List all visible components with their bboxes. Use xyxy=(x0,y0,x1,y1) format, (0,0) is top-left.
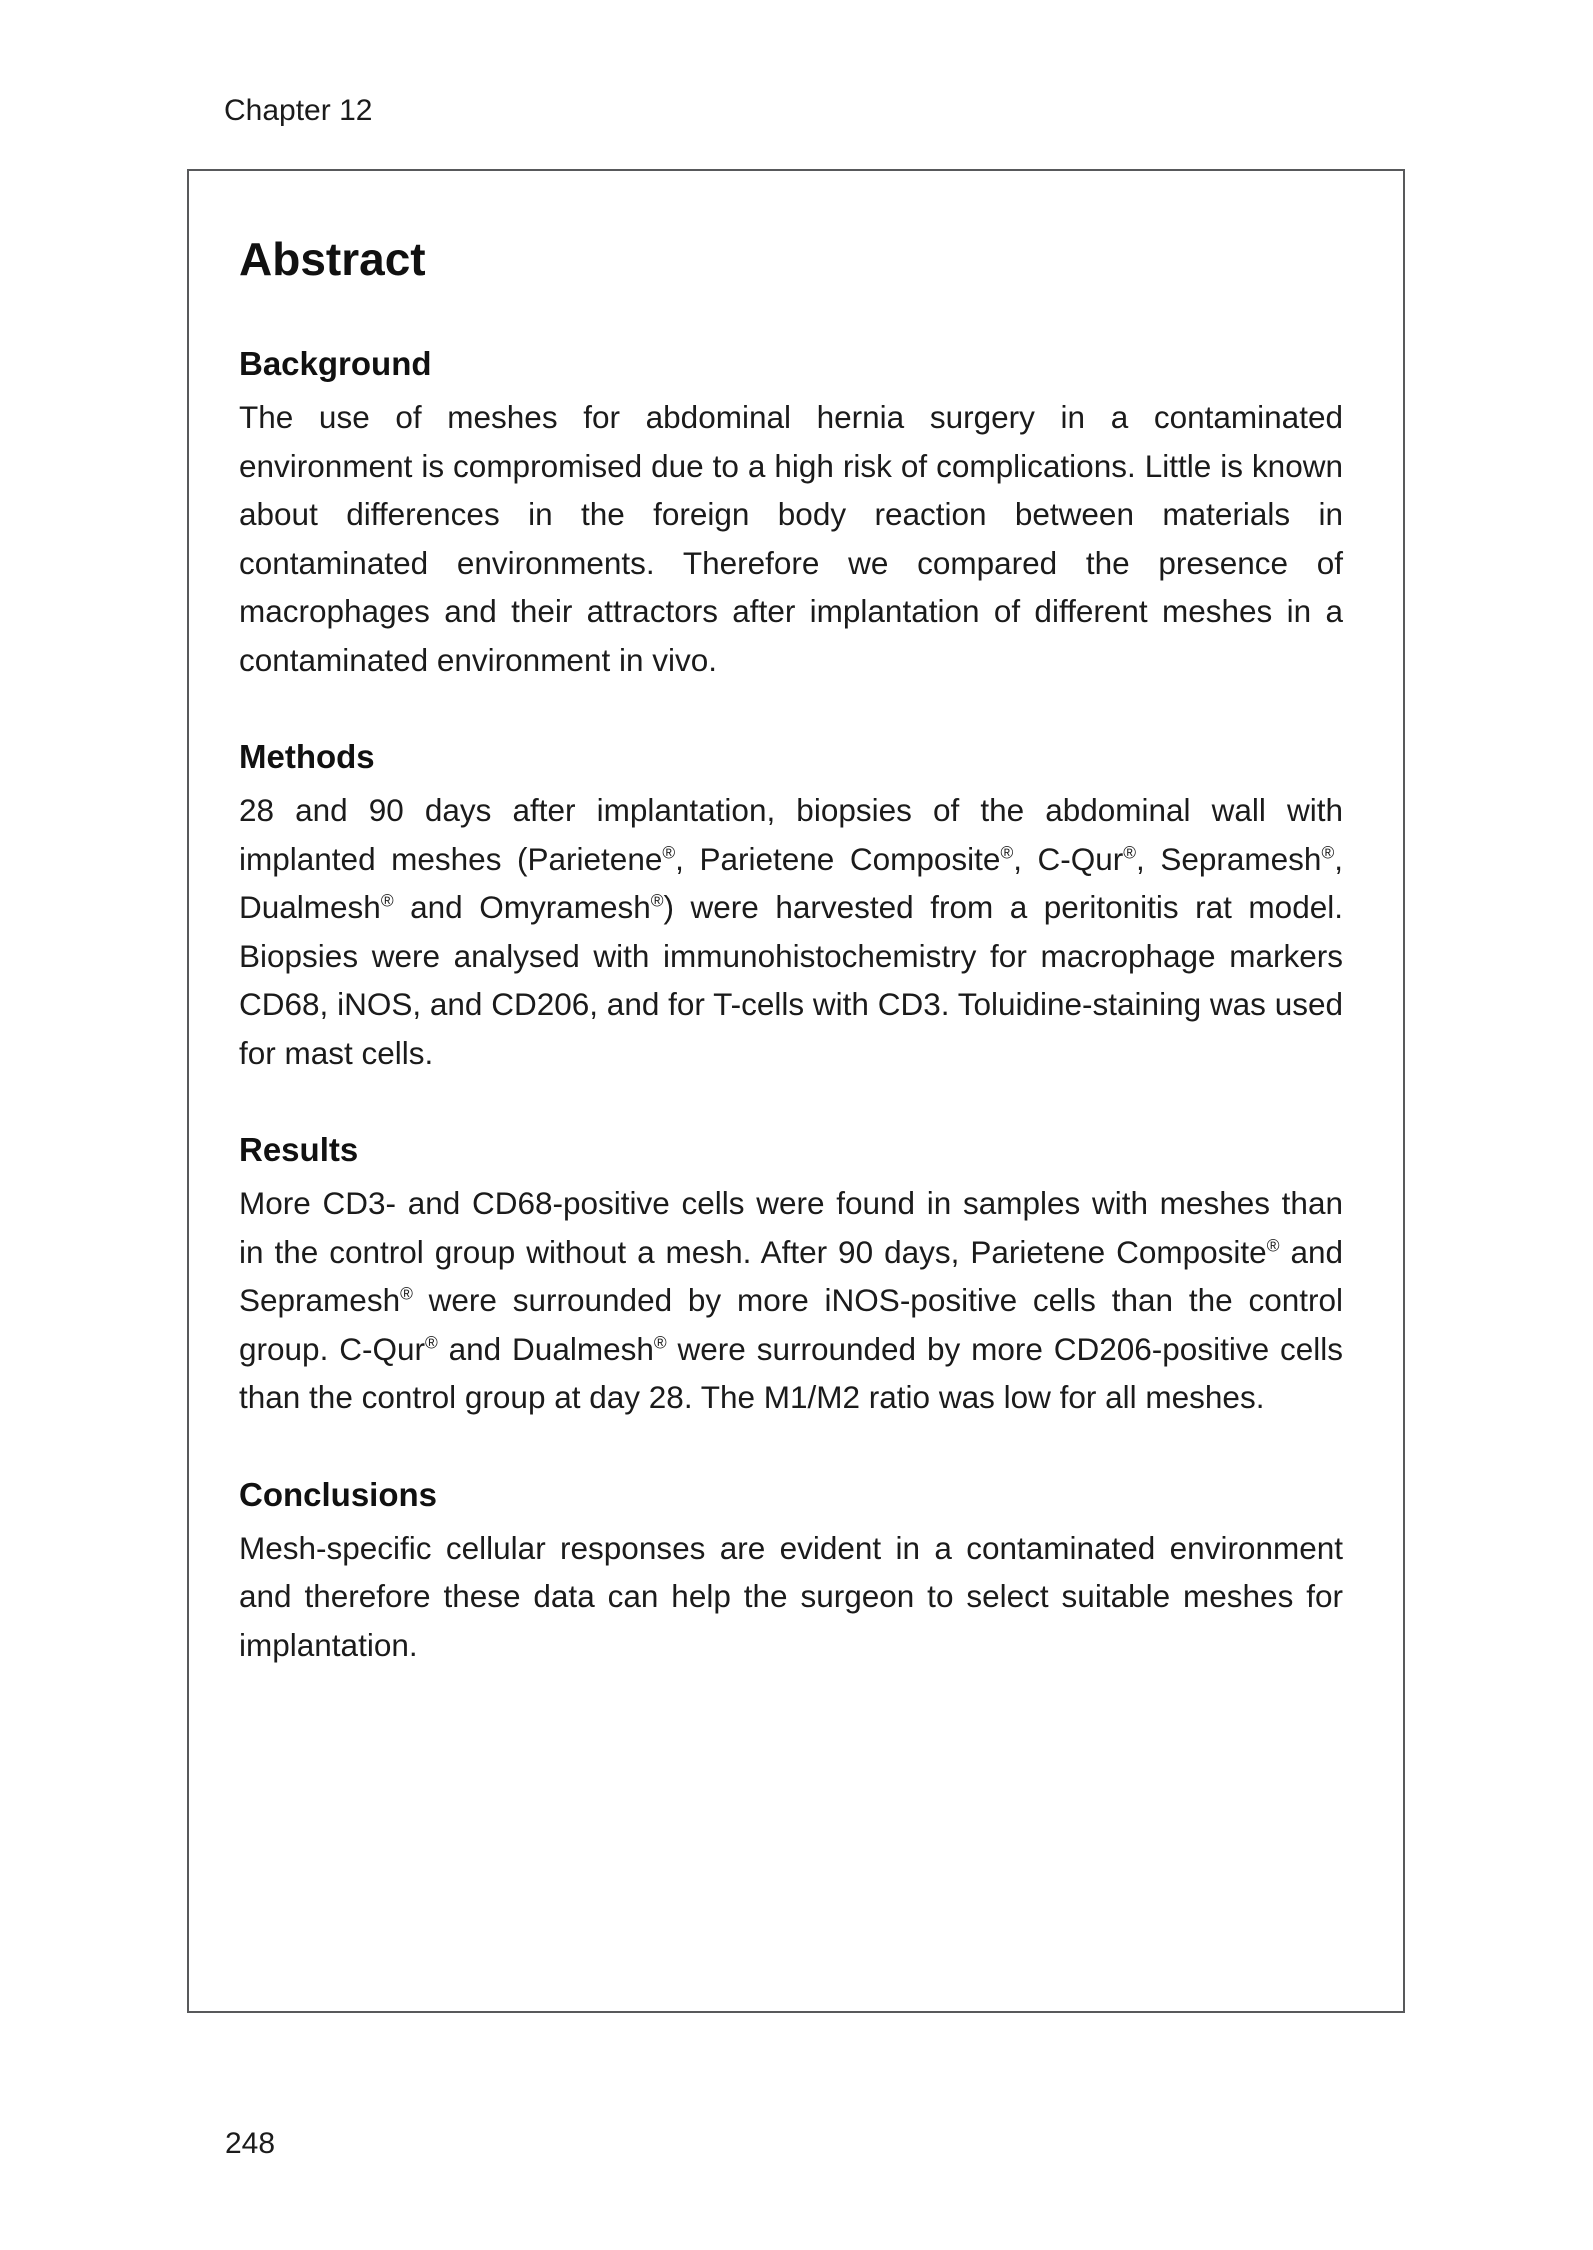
page-number: 248 xyxy=(225,2127,276,2160)
section-body-conclusions: Mesh-specific cellular responses are evident in a contaminated environment and therefore these data can help the surgeon to select suitable meshes for implantation. xyxy=(239,1529,1343,1663)
abstract-title: Abstract xyxy=(239,233,426,285)
section-body-background: The use of meshes for abdominal hernia surgery in a contaminated environment is compromised due to a high risk of complications. Little is known about differences in the foreign body reaction between materials in contaminated environments. Therefore we compared the presence of macrophages and their attractors after implantation of different meshes in a contaminated environment in vivo. xyxy=(239,399,1343,678)
section-heading-methods: Methods xyxy=(239,738,375,775)
abstract-box xyxy=(187,169,1405,2013)
section-results xyxy=(239,1127,1343,1422)
section-heading-background: Background xyxy=(239,345,432,382)
chapter-running-header: Chapter 12 xyxy=(224,94,373,127)
section-heading-conclusions: Conclusions xyxy=(239,1475,438,1513)
section-background xyxy=(239,341,1343,684)
section-body-methods: 28 and 90 days after implantation, biopsies of the abdominal wall with implanted meshes (Parietene®, Parietene Composite®, C-Qur®, Sepramesh®, Dualmesh® and Omyramesh®) were harvested from a peritonitis rat model. Biopsies were analysed with immunohistochemistry for macrophage markers CD68, iNOS, and CD206, and for T-cells with CD3. Toluidine-staining was used for mast cells. xyxy=(239,792,1343,1071)
section-body-results: More CD3- and CD68-positive cells were found in samples with meshes than in the control group without a mesh. After 90 days, Parietene Composite® and Sepramesh® were surrounded by more iNOS-positive cells than the control group. C-Qur® and Dualmesh® were surrounded by more CD206-positive cells than the control group at day 28. The M1/M2 ratio was low for all meshes. xyxy=(239,1185,1343,1415)
section-conclusions xyxy=(239,1472,1343,1670)
section-methods xyxy=(239,734,1343,1077)
section-heading-results: Results xyxy=(239,1131,359,1168)
